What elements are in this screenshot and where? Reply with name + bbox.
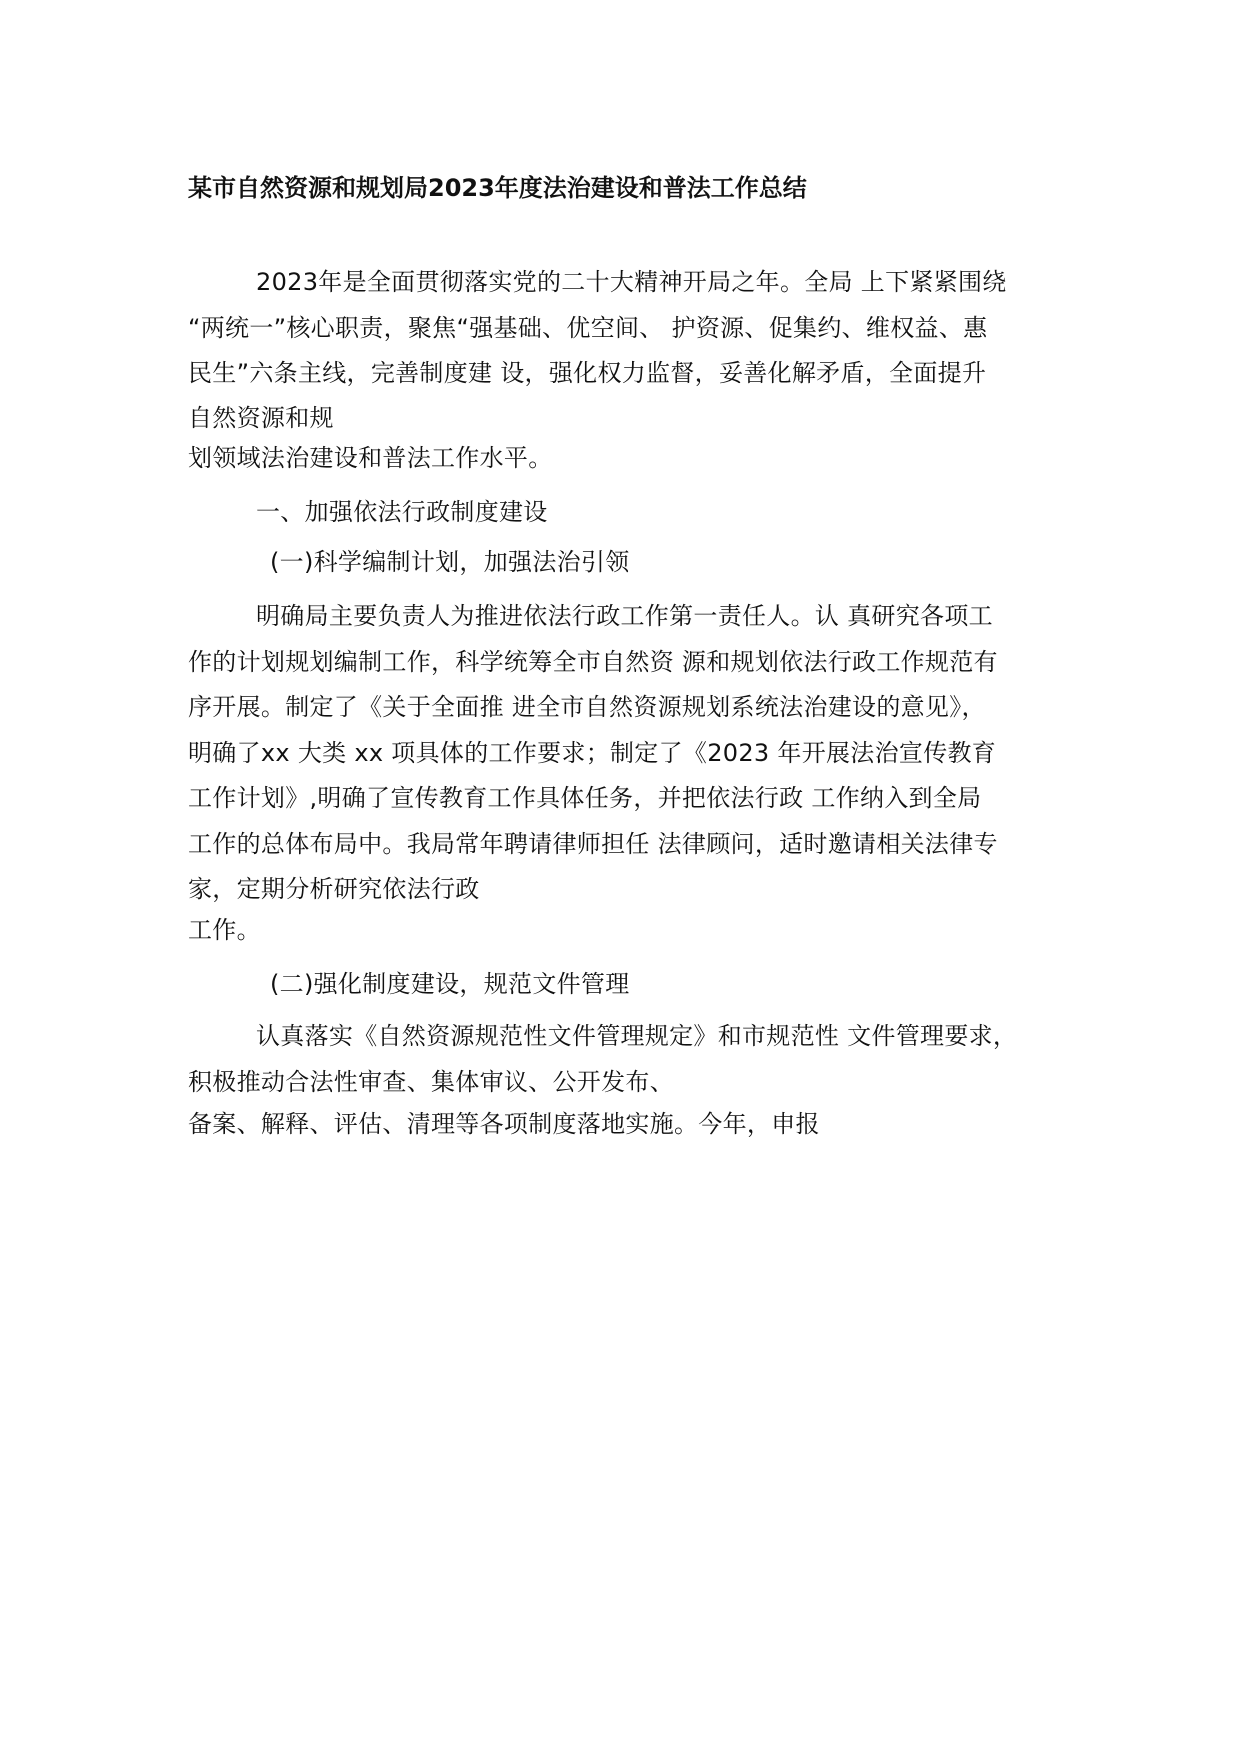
subsection-heading-1: (一)科学编制计划，加强法治引领 bbox=[270, 548, 630, 576]
paragraph-1-line-1: 2023年是全面贯彻落实党的二十大精神开局之年。全局 上下紧紧围绕 bbox=[256, 268, 1007, 296]
paragraph-2-line-5: 工作计划》,明确了宣传教育工作具体任务，并把依法行政 工作纳入到全局 bbox=[188, 784, 982, 812]
paragraph-2-line-8: 工作。 bbox=[188, 916, 261, 944]
document-title: 某市自然资源和规划局2023年度法治建设和普法工作总结 bbox=[188, 174, 807, 202]
paragraph-3-line-3: 备案、解释、评估、清理等各项制度落地实施。今年，申报 bbox=[188, 1110, 820, 1138]
paragraph-2-line-7: 家，定期分析研究依法行政 bbox=[188, 875, 480, 903]
paragraph-1-line-3: 民生”六条主线，完善制度建 设，强化权力监督，妥善化解矛盾，全面提升 bbox=[188, 359, 987, 387]
paragraph-2-line-6: 工作的总体布局中。我局常年聘请律师担任 法律顾问，适时邀请相关法律专 bbox=[188, 830, 998, 858]
paragraph-2-line-4: 明确了xx 大类 xx 项具体的工作要求；制定了《2023 年开展法治宣传教育 bbox=[188, 739, 997, 767]
paragraph-1-line-5: 划领域法治建设和普法工作水平。 bbox=[188, 444, 553, 472]
paragraph-2-line-1: 明确局主要负责人为推进依法行政工作第一责任人。认 真研究各项工 bbox=[256, 602, 993, 630]
paragraph-2-line-2: 作的计划规划编制工作，科学统筹全市自然资 源和规划依法行政工作规范有 bbox=[188, 648, 998, 676]
subsection-heading-2: (二)强化制度建设，规范文件管理 bbox=[270, 970, 630, 998]
paragraph-1-line-4: 自然资源和规 bbox=[188, 404, 334, 432]
paragraph-3-line-1: 认真落实《自然资源规范性文件管理规定》和市规范性 文件管理要求， bbox=[256, 1022, 1018, 1050]
paragraph-1-line-2: “两统一”核心职责，聚焦“强基础、优空间、 护资源、促集约、维权益、惠 bbox=[188, 314, 988, 342]
paragraph-2-line-3: 序开展。制定了《关于全面推 进全市自然资源规划系统法治建设的意见》， bbox=[188, 693, 986, 721]
section-heading-1: 一、加强依法行政制度建设 bbox=[256, 498, 548, 526]
paragraph-3-line-2: 积极推动合法性审查、集体审议、公开发布、 bbox=[188, 1068, 674, 1096]
